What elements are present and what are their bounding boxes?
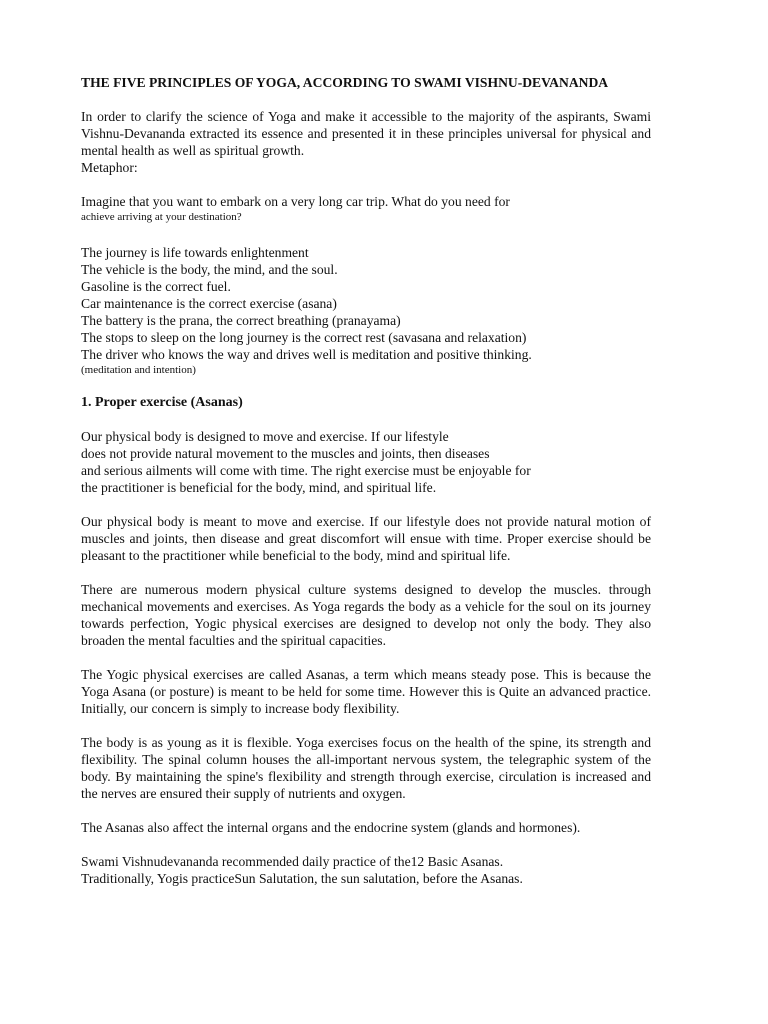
closing-line: Swami Vishnudevananda recommended daily practice of the12 Basic Asanas. — [81, 854, 504, 869]
question-text: Imagine that you want to embark on a very long car trip. What do you need for — [81, 194, 510, 209]
metaphor-line: The stops to sleep on the long journey is the correct rest (savasana and relaxation) — [81, 330, 527, 345]
body-paragraph: The Yogic physical exercises are called Asanas, a term which means steady pose. This is because the Yoga Asana (or posture) is meant to be held for some time. However this is Quite an advanced practice. Initially, our concern is simply to increase body flexibility. — [81, 667, 651, 716]
draft-line: does not provide natural movement to the muscles and joints, then diseases — [81, 446, 490, 461]
metaphor-label: Metaphor: — [81, 160, 138, 175]
metaphor-list — [81, 241, 651, 377]
intro-paragraph: In order to clarify the science of Yoga and make it accessible to the majority of the aspirants, Swami Vishnu-Devananda extracted its essence and presented it in these principles universal for physical and mental health as well as spiritual growth. — [81, 109, 651, 158]
metaphor-line: Car maintenance is the correct exercise (asana) — [81, 296, 337, 311]
body-paragraph: The Asanas also affect the internal organs and the endocrine system (glands and hormones). — [81, 820, 581, 835]
draft-line: and serious ailments will come with time. The right exercise must be enjoyable for — [81, 463, 531, 478]
metaphor-line: The driver who knows the way and drives well is meditation and positive thinking. — [81, 347, 532, 362]
draft-line: Our physical body is designed to move and exercise. If our lifestyle — [81, 429, 449, 444]
draft-paragraph — [81, 428, 651, 496]
body-paragraph: There are numerous modern physical culture systems designed to develop the muscles. through mechanical movements and exercises. As Yoga regards the body as a vehicle for the soul on its journey towards perfection, Yogic physical exercises are designed to develop not only the body. They also broaden the mental faculties and the spiritual capacities. — [81, 582, 651, 648]
body-paragraph: The body is as young as it is flexible. Yoga exercises focus on the health of the spine, its strength and flexibility. The spinal column houses the all-important nervous system, the telegraphic system of the body. By maintaining the spine's flexibility and strength through exercise, circulation is increased and the nerves are ensured their supply of nutrients and oxygen. — [81, 735, 651, 801]
section-heading: 1. Proper exercise (Asanas) — [81, 395, 243, 410]
metaphor-line: The battery is the prana, the correct breathing (pranayama) — [81, 313, 401, 328]
metaphor-note: (meditation and intention) — [81, 364, 196, 376]
metaphor-line: The journey is life towards enlightenment — [81, 245, 309, 260]
document-content — [81, 74, 651, 904]
draft-line: the practitioner is beneficial for the body, mind, and spiritual life. — [81, 480, 437, 495]
question-block — [81, 193, 651, 224]
metaphor-line: The vehicle is the body, the mind, and the soul. — [81, 262, 338, 277]
body-paragraph: Our physical body is meant to move and exercise. If our lifestyle does not provide natural motion of muscles and joints, then disease and great discomfort will ensue with time. Proper exercise should be pleasant to the practitioner while beneficial to the body, mind and spiritual life. — [81, 514, 651, 563]
document-title: THE FIVE PRINCIPLES OF YOGA, ACCORDING TO SWAMI VISHNU-DEVANANDA — [81, 75, 609, 90]
closing-paragraph — [81, 853, 651, 887]
closing-line: Traditionally, Yogis practiceSun Salutation, the sun salutation, before the Asanas. — [81, 871, 523, 886]
question-small-text: achieve arriving at your destination? — [81, 211, 242, 223]
metaphor-line: Gasoline is the correct fuel. — [81, 279, 231, 294]
intro-block — [81, 108, 651, 176]
